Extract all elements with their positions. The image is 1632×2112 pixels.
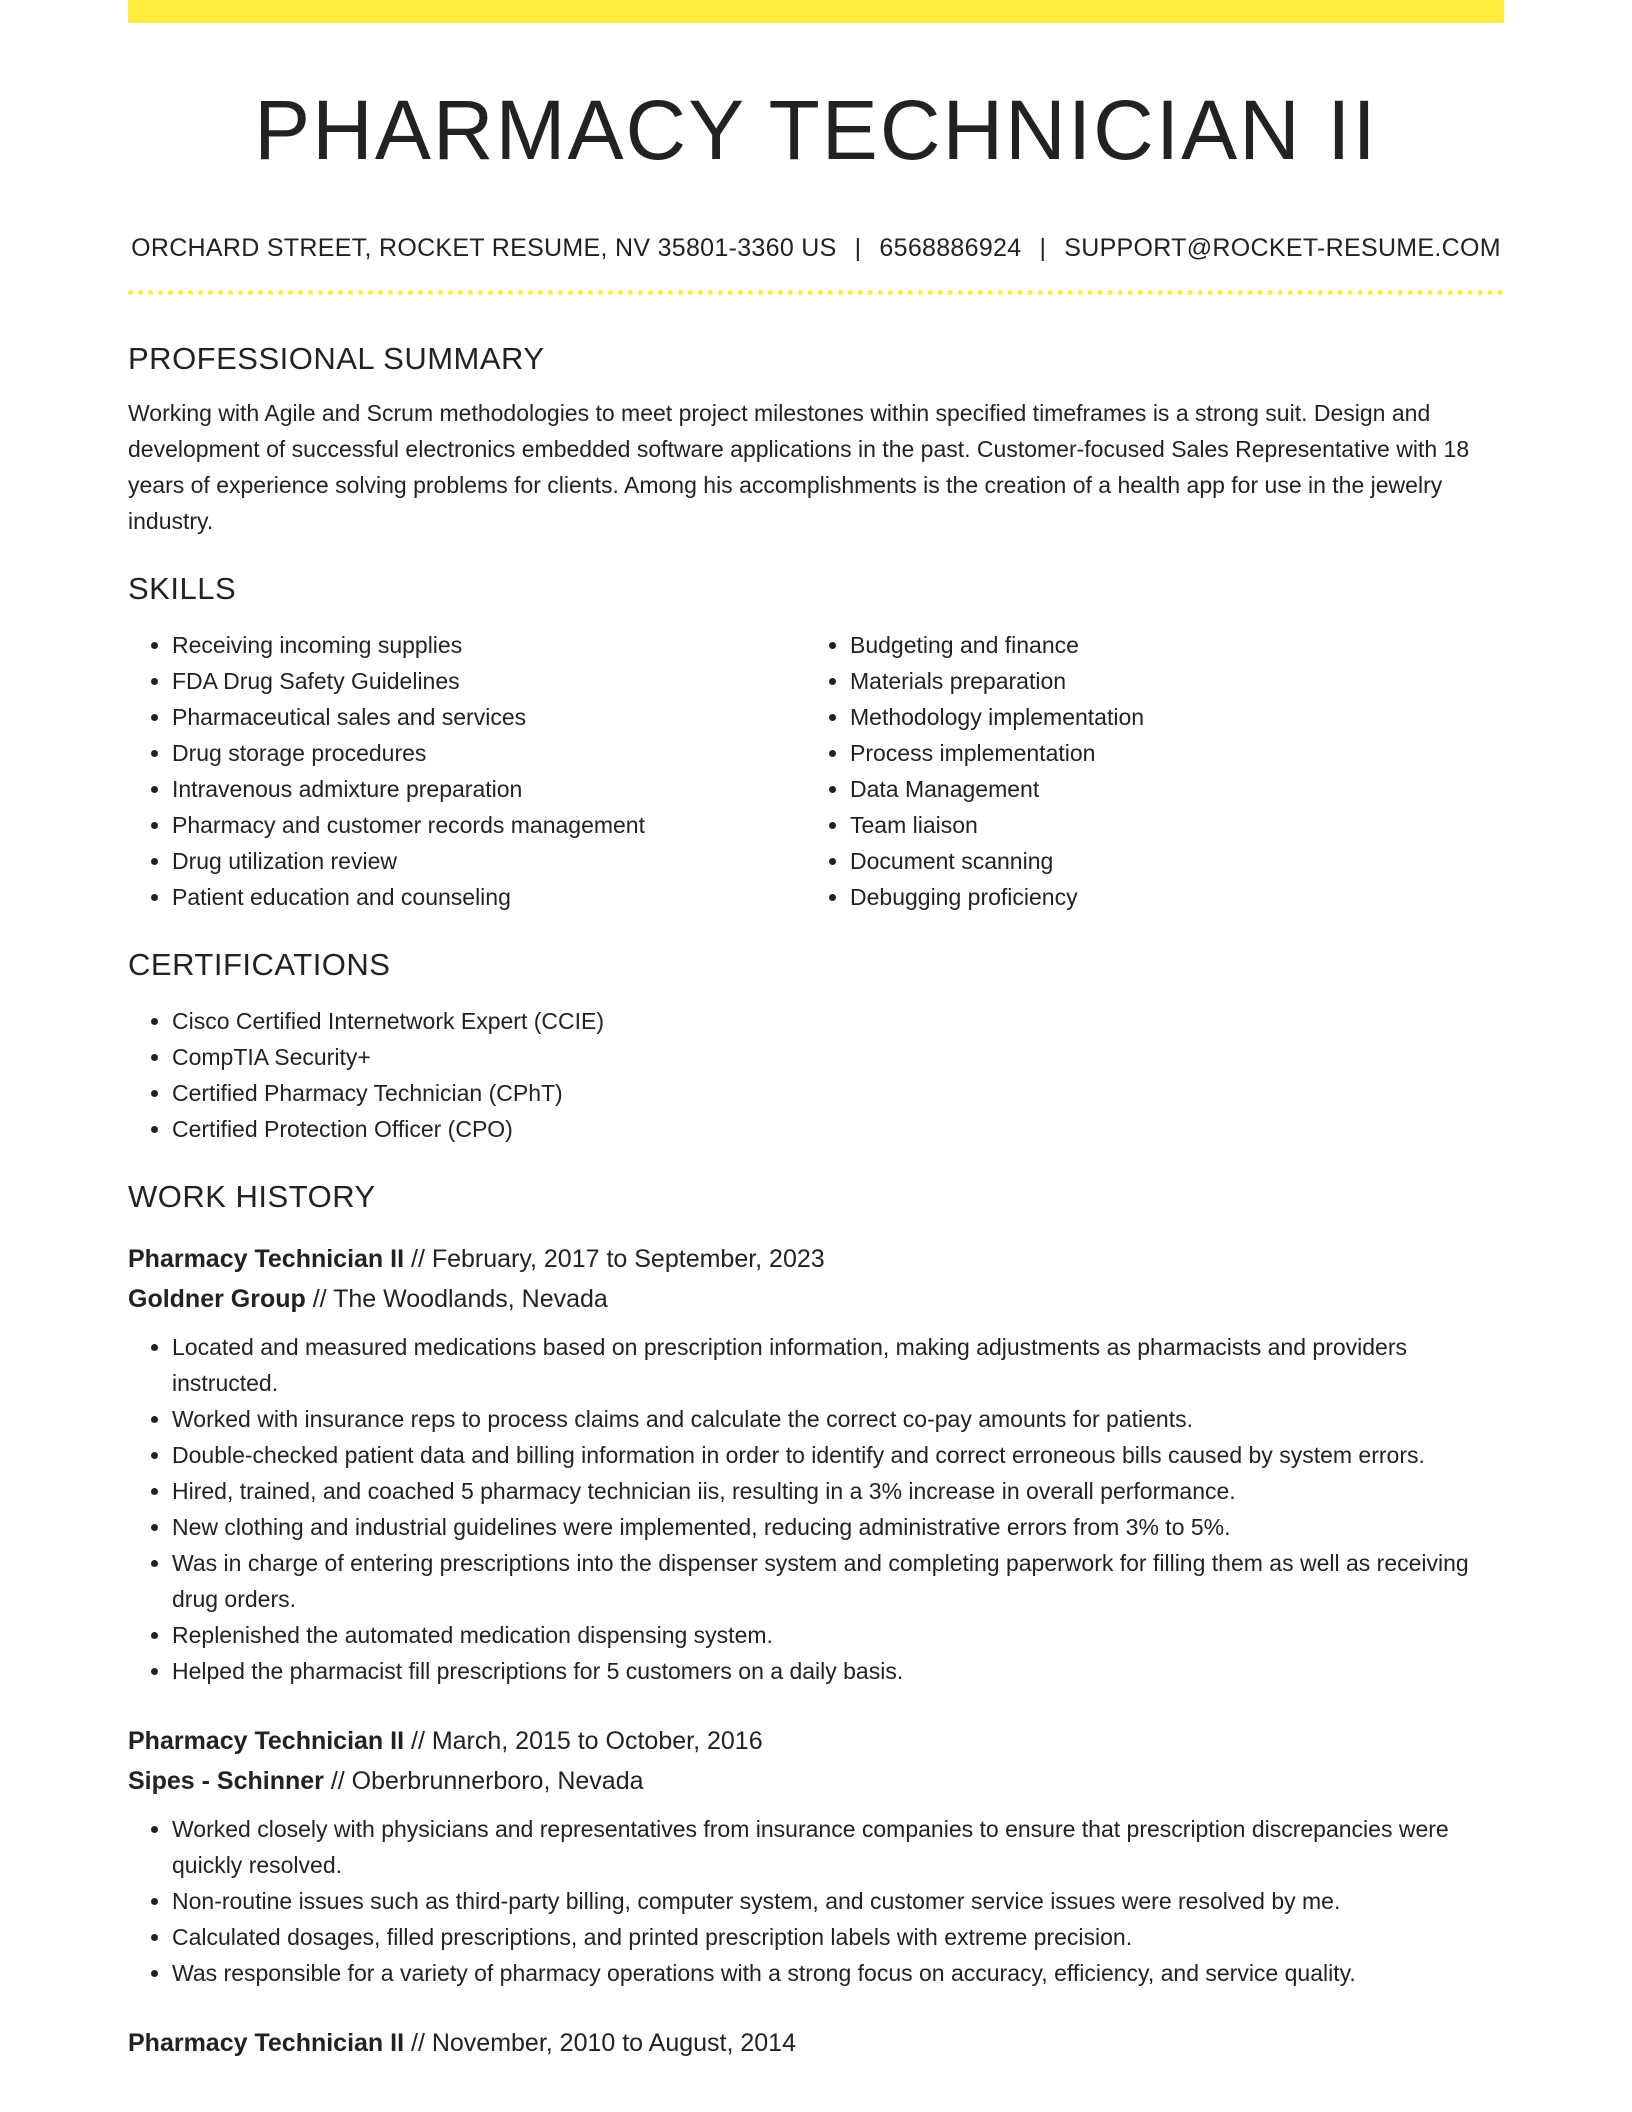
- certification-item: • Cisco Certified Internetwork Expert (CCIE): [172, 1003, 1504, 1039]
- job-title-line: [128, 2023, 1504, 2063]
- certification-item: • Certified Pharmacy Technician (CPhT): [172, 1075, 1504, 1111]
- job-role: Pharmacy Technician II: [128, 1727, 405, 1755]
- skill-item: • Budgeting and finance: [850, 627, 1484, 663]
- skills-heading: SKILLS: [128, 571, 237, 606]
- skill-item: • Pharmacy and customer records management: [172, 807, 806, 843]
- accent-bar: [128, 0, 1504, 23]
- job-bullet: • Helped the pharmacist fill prescriptions for 5 customers on a daily basis.: [172, 1653, 1504, 1689]
- job-responsibilities: [128, 1811, 1504, 1991]
- contact-line: [128, 232, 1504, 264]
- summary-text: Working with Agile and Scrum methodologies to meet project milestones within specified timeframes is a strong suit. Design and development of successful electronics embedded software applications in the past. Customer-focused Sales Representative with 18 years of experience solving problems for clients. Among his accomplishments is the creation of a health app for use in the jewelry industry.: [128, 400, 1470, 534]
- job-bullet: • Was responsible for a variety of pharmacy operations with a strong focus on accuracy, efficiency, and service quality.: [172, 1955, 1504, 1991]
- contact-address: ORCHARD STREET, ROCKET RESUME, NV 35801-3360 US: [131, 234, 837, 262]
- job-location: // The Woodlands, Nevada: [305, 1285, 608, 1313]
- skill-item: • Methodology implementation: [850, 699, 1484, 735]
- work-history-heading: WORK HISTORY: [128, 1179, 376, 1214]
- job-bullet: • Non-routine issues such as third-party billing, computer system, and customer service issues were resolved by me.: [172, 1883, 1504, 1919]
- contact-separator: |: [1039, 234, 1047, 262]
- job-bullet: • Was in charge of entering prescriptions into the dispenser system and completing paperwork for filling them as well as receiving drug orders.: [172, 1545, 1504, 1617]
- skill-item: • Drug storage procedures: [172, 735, 806, 771]
- skill-item: • Debugging proficiency: [850, 879, 1484, 915]
- certifications-heading: CERTIFICATIONS: [128, 947, 391, 982]
- contact-email: SUPPORT@ROCKET-RESUME.COM: [1064, 234, 1501, 262]
- job-bullet: • Calculated dosages, filled prescriptions, and printed prescription labels with extreme precision.: [172, 1919, 1504, 1955]
- skill-item: • Pharmaceutical sales and services: [172, 699, 806, 735]
- skills-columns: [128, 627, 1504, 915]
- job-bullet: • New clothing and industrial guidelines were implemented, reducing administrative errors from 3% to 5%.: [172, 1509, 1504, 1545]
- job-bullet: • Hired, trained, and coached 5 pharmacy technician iis, resulting in a 3% increase in overall performance.: [172, 1473, 1504, 1509]
- skill-item: • Patient education and counseling: [172, 879, 806, 915]
- job-company: Sipes - Schinner: [128, 1767, 324, 1795]
- header-divider: [128, 290, 1504, 295]
- certification-item: • CompTIA Security+: [172, 1039, 1504, 1075]
- job-bullet: • Replenished the automated medication dispensing system.: [172, 1617, 1504, 1653]
- job-company-line: [128, 1279, 1504, 1319]
- skill-item: • Team liaison: [850, 807, 1484, 843]
- skill-item: • Document scanning: [850, 843, 1484, 879]
- summary-heading: PROFESSIONAL SUMMARY: [128, 341, 545, 376]
- resume-name: PHARMACY TECHNICIAN II: [254, 83, 1378, 177]
- certifications-list: [128, 1003, 1504, 1147]
- job-title-line: [128, 1239, 1504, 1279]
- job-company-line: [128, 1761, 1504, 1801]
- job-dates: // March, 2015 to October, 2016: [404, 1727, 763, 1755]
- resume-page: [128, 0, 1504, 2063]
- contact-separator: |: [854, 234, 862, 262]
- skill-item: • Drug utilization review: [172, 843, 806, 879]
- job-company: Goldner Group: [128, 1285, 306, 1313]
- skill-item: • FDA Drug Safety Guidelines: [172, 663, 806, 699]
- skills-list-left: [128, 627, 806, 915]
- job-bullet: • Worked closely with physicians and representatives from insurance companies to ensure that prescription discrepancies were quickly resolved.: [172, 1811, 1504, 1883]
- skill-item: • Data Management: [850, 771, 1484, 807]
- job-location: // Oberbrunnerboro, Nevada: [323, 1767, 644, 1795]
- job-bullet: • Double-checked patient data and billing information in order to identify and correct erroneous bills caused by system errors.: [172, 1437, 1504, 1473]
- job-bullet: • Located and measured medications based on prescription information, making adjustments as pharmacists and providers instructed.: [172, 1329, 1504, 1401]
- job-dates: // February, 2017 to September, 2023: [404, 1245, 825, 1273]
- skill-item: • Receiving incoming supplies: [172, 627, 806, 663]
- certification-item: • Certified Protection Officer (CPO): [172, 1111, 1504, 1147]
- job-role: Pharmacy Technician II: [128, 2029, 405, 2057]
- job-title-line: [128, 1721, 1504, 1761]
- contact-phone: 6568886924: [879, 234, 1022, 262]
- job-responsibilities: [128, 1329, 1504, 1689]
- job-dates: // November, 2010 to August, 2014: [404, 2029, 796, 2057]
- skill-item: • Materials preparation: [850, 663, 1484, 699]
- job-bullet: • Worked with insurance reps to process claims and calculate the correct co-pay amounts for patients.: [172, 1401, 1504, 1437]
- skill-item: • Intravenous admixture preparation: [172, 771, 806, 807]
- skills-list-right: [806, 627, 1484, 915]
- job-role: Pharmacy Technician II: [128, 1245, 405, 1273]
- skill-item: • Process implementation: [850, 735, 1484, 771]
